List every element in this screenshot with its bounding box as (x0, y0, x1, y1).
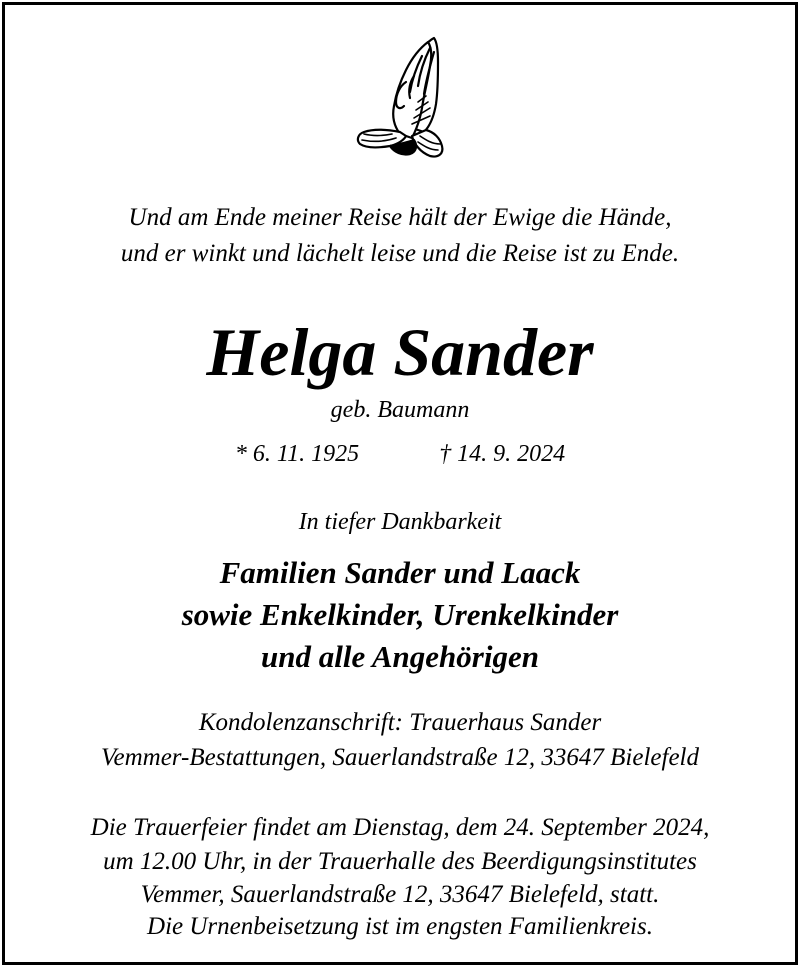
service-line-4: Die Urnenbeisetzung ist im engsten Familienkreis. (147, 913, 653, 940)
service-line-1: Die Trauerfeier findet am Dienstag, dem 24. September 2024, (90, 814, 710, 841)
condolence-line-1: Kondolenzanschrift: Trauerhaus Sander (198, 709, 602, 736)
life-dates (0, 441, 800, 468)
service-line-3: Vemmer, Sauerlandstraße 12, 33647 Bielefeld, statt. (140, 881, 660, 908)
birth-date: * 6. 11. 1925 (234, 441, 360, 467)
poem-line-2: und er winkt und lächelt leise und die Reise ist zu Ende. (120, 240, 680, 267)
condolence-line-2: Vemmer-Bestattungen, Sauerlandstraße 12, 33647 Bielefeld (101, 744, 699, 771)
praying-hands-icon (350, 36, 450, 161)
family-line-3: und alle Angehörigen (261, 639, 539, 674)
death-date: † 14. 9. 2024 (439, 441, 566, 467)
thanks-line: In tiefer Dankbarkeit (298, 509, 502, 535)
maiden-name: geb. Baumann (330, 397, 470, 423)
family-line-2: sowie Enkelkinder, Urenkelkinder (181, 597, 619, 632)
deceased-name: Helga Sander (206, 314, 594, 390)
poem-line-1: Und am Ende meiner Reise hält der Ewige die Hände, (128, 204, 672, 231)
service-line-2: um 12.00 Uhr, in der Trauerhalle des Beerdigungsinstitutes (103, 848, 697, 875)
family-line-1: Familien Sander und Laack (219, 555, 581, 590)
